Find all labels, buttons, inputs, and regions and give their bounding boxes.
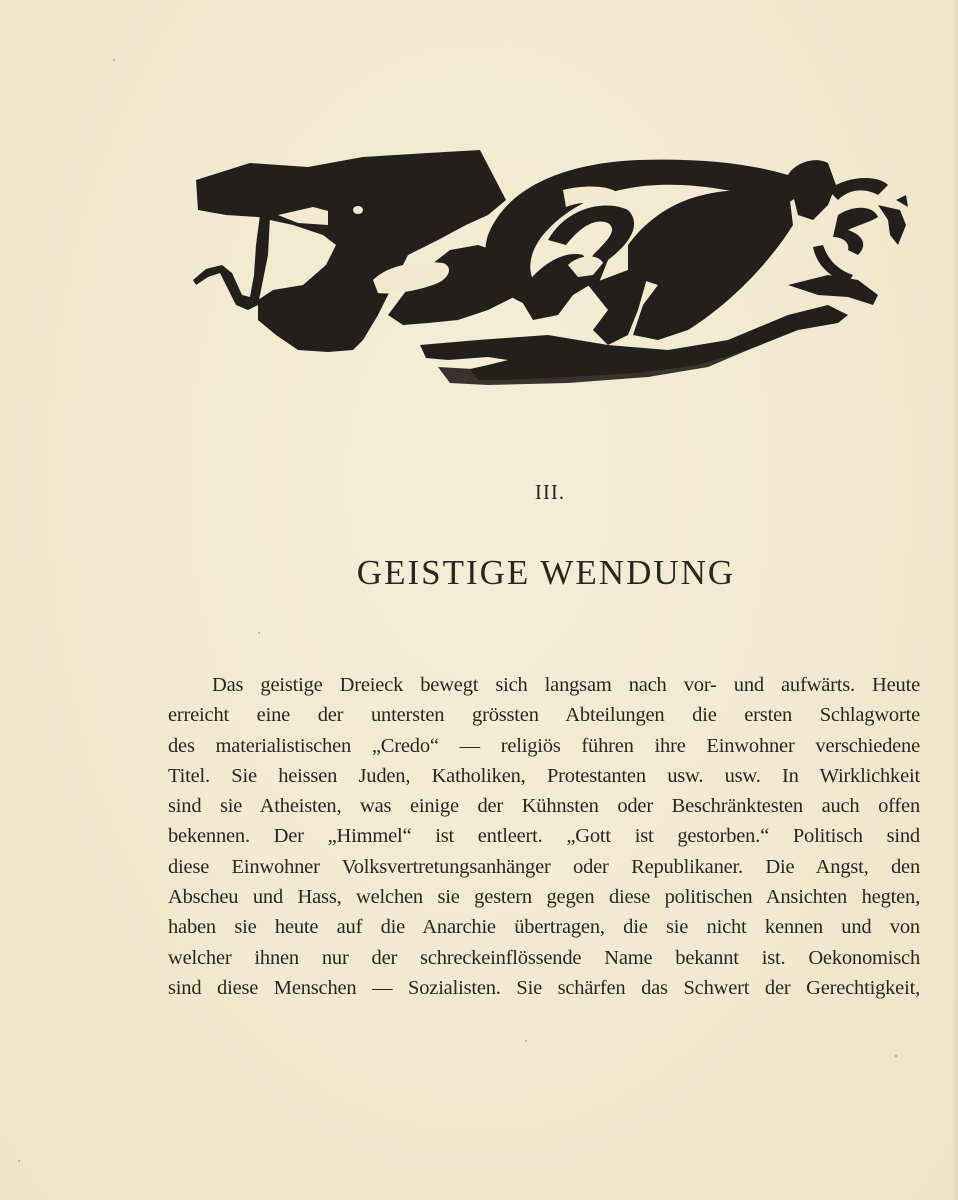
paragraph-line: sind sie Atheisten, was einige der Kühnsten oder Beschränktesten auch offen bbox=[168, 795, 920, 818]
page-edge-shadow bbox=[952, 0, 958, 1200]
paragraph-line: haben sie heute auf die Anarchie übertragen, die sie nicht kennen und von bbox=[168, 916, 920, 939]
paper-speck bbox=[895, 1055, 897, 1057]
paragraph-line: bekennen. Der „Himmel“ ist entleert. „Gott ist gestorben.“ Politisch sind bbox=[168, 825, 920, 848]
woodcut-illustration-icon bbox=[188, 145, 908, 387]
paragraph-line: Das geistige Dreieck bewegt sich langsam nach vor- und aufwärts. Heute bbox=[212, 674, 920, 696]
paper-speck bbox=[18, 1160, 20, 1162]
paragraph-line: sind diese Menschen — Sozialisten. Sie schärfen das Schwert der Gerechtigkeit, bbox=[168, 976, 920, 999]
woodcut-vignette bbox=[188, 145, 908, 387]
paragraph-line: Abscheu und Hass, welchen sie gestern gegen diese politischen Ansichten hegten, bbox=[168, 886, 920, 909]
chapter-number: III. bbox=[534, 480, 566, 504]
paragraph-line: Titel. Sie heissen Juden, Katholiken, Protestanten usw. usw. In Wirklichkeit bbox=[168, 764, 920, 787]
paragraph-line: erreicht eine der untersten grössten Abteilungen die ersten Schlagworte bbox=[168, 704, 920, 727]
paper-speck bbox=[258, 632, 260, 634]
body-paragraph bbox=[168, 670, 920, 1003]
paper-speck bbox=[525, 1040, 527, 1042]
paper-speck bbox=[113, 59, 115, 61]
chapter-title: GEISTIGE WENDUNG bbox=[356, 553, 736, 592]
paragraph-line: welcher ihnen nur der schreckeinflössende Name bekannt ist. Oekonomisch bbox=[168, 946, 920, 969]
paragraph-line: diese Einwohner Volksvertretungsanhänger oder Republikaner. Die Angst, den bbox=[168, 855, 920, 878]
paragraph-line: des materialistischen „Credo“ — religiös führen ihre Einwohner verschiedene bbox=[168, 734, 920, 757]
